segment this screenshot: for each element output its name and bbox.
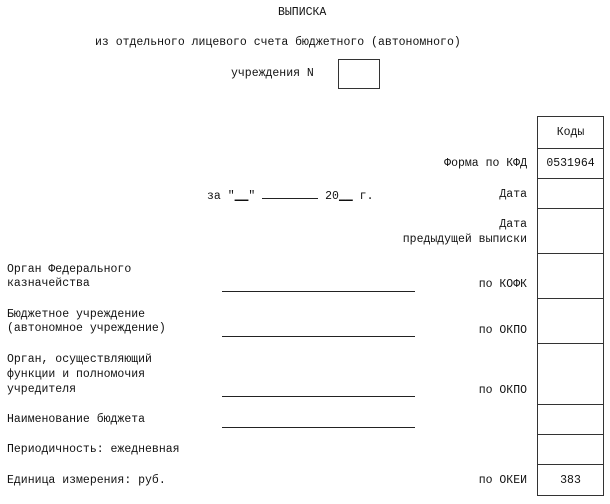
- prev-date-label-2: предыдущей выписки: [402, 233, 527, 246]
- kofk-label: по КОФК: [478, 278, 527, 291]
- institution-number-label: учреждения N: [231, 67, 314, 80]
- budget-code-cell[interactable]: [537, 404, 604, 435]
- document-subtitle: из отдельного лицевого счета бюджетного (автономного): [95, 36, 461, 49]
- institution-label-1: Бюджетное учреждение: [7, 308, 146, 321]
- institution-input-line[interactable]: [222, 336, 415, 337]
- year-blank[interactable]: __: [338, 190, 353, 203]
- okpo-code-cell-1[interactable]: [537, 298, 604, 344]
- okei-label: по ОКЕИ: [478, 474, 527, 487]
- founder-label-2: функции и полномочия: [7, 368, 146, 381]
- treasury-label-2: казначейства: [7, 277, 90, 290]
- budget-name-input-line[interactable]: [222, 427, 415, 428]
- institution-label-2: (автономное учреждение): [7, 322, 166, 335]
- okei-code-cell[interactable]: 383: [537, 464, 604, 496]
- treasury-label-1: Орган Федерального: [7, 263, 132, 276]
- date-label: Дата: [499, 188, 527, 201]
- kofk-code-cell[interactable]: [537, 253, 604, 299]
- periodicity-label: Периодичность: ежедневная: [7, 443, 180, 456]
- institution-number-box[interactable]: [338, 59, 380, 89]
- day-blank[interactable]: __: [234, 190, 249, 203]
- budget-name-label: Наименование бюджета: [7, 413, 146, 426]
- founder-input-line[interactable]: [222, 396, 415, 397]
- month-blank[interactable]: [262, 188, 318, 199]
- periodicity-code-cell[interactable]: [537, 434, 604, 465]
- statement-date-line: за "__" 20__ г.: [207, 190, 374, 203]
- okpo-code-cell-2[interactable]: [537, 343, 604, 405]
- okpo-label-1: по ОКПО: [478, 324, 527, 337]
- okpo-label-2: по ОКПО: [478, 384, 527, 397]
- prev-date-label-1: Дата: [499, 218, 527, 231]
- prev-date-code-cell[interactable]: [537, 208, 604, 254]
- founder-label-3: учредителя: [7, 383, 77, 396]
- treasury-input-line[interactable]: [222, 291, 415, 292]
- date-code-cell[interactable]: [537, 178, 604, 209]
- unit-label: Единица измерения: руб.: [7, 474, 166, 487]
- form-code-cell[interactable]: 0531964: [537, 148, 604, 179]
- codes-header: Коды: [537, 116, 604, 149]
- founder-label-1: Орган, осуществляющий: [7, 353, 152, 366]
- form-kfd-label: Форма по КФД: [444, 157, 527, 170]
- document-title: ВЫПИСКА: [278, 6, 327, 19]
